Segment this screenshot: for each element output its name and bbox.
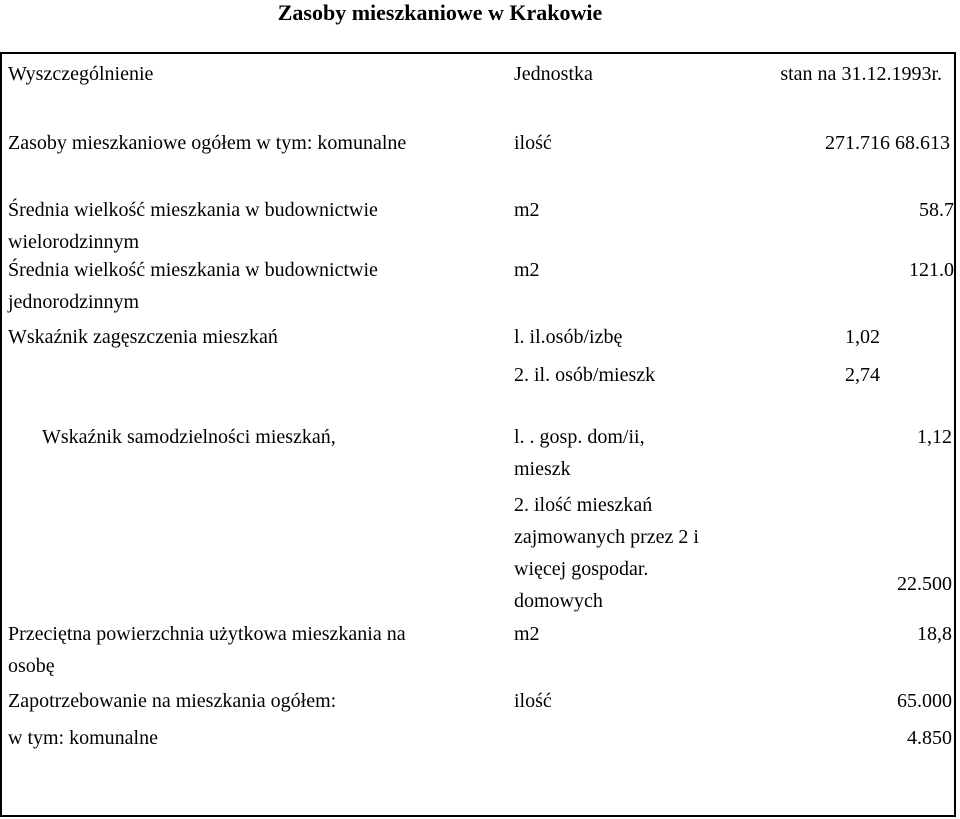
row-total-stock-unit: ilość: [514, 132, 552, 154]
row-area-per-person-label-line1: Przeciętna powierzchnia użytkowa mieszkania na: [8, 623, 406, 645]
row-density-unit-1: l. il.osób/izbę: [514, 326, 623, 348]
row-multifamily-label-line1: Średnia wielkość mieszkania w budownictwie: [8, 199, 378, 221]
row-singlefamily-label-line2: jednorodzinnym: [8, 291, 140, 313]
row-area-per-person-value: 18,8: [917, 623, 952, 645]
row-independence-unit-2-line2: zajmowanych przez 2 i: [514, 526, 699, 548]
header-description: Wyszczególnienie: [8, 63, 154, 85]
row-demand-communal-label: w tym: komunalne: [8, 727, 158, 749]
page-title: Zasoby mieszkaniowe w Krakowie: [277, 0, 603, 25]
row-density-label: Wskaźnik zagęszczenia mieszkań: [8, 326, 278, 348]
header-unit: Jednostka: [514, 63, 593, 85]
row-demand-value: 65.000: [897, 690, 952, 712]
row-demand-label: Zapotrzebowanie na mieszkania ogółem:: [8, 690, 337, 712]
row-independence-unit-2-line4: domowych: [514, 590, 603, 612]
header-date: stan na 31.12.1993r.: [780, 63, 942, 85]
row-density-unit-2: 2. il. osób/mieszk: [514, 364, 656, 386]
row-density-value-2: 2,74: [845, 364, 880, 386]
row-multifamily-label-line2: wielorodzinnym: [8, 231, 140, 253]
row-density-value-1: 1,02: [845, 326, 880, 348]
row-independence-unit-2-line3: więcej gospodar.: [514, 558, 649, 580]
row-independence-label: Wskaźnik samodzielności mieszkań,: [42, 426, 336, 448]
row-independence-unit-1-line2: mieszk: [514, 458, 571, 480]
row-multifamily-value: 58.7: [919, 199, 954, 221]
row-demand-communal-value: 4.850: [907, 727, 952, 749]
row-demand-unit: ilość: [514, 690, 552, 712]
row-area-per-person-label-line2: osobę: [8, 655, 55, 677]
row-singlefamily-value: 121.0: [909, 259, 954, 281]
row-singlefamily-unit: m2: [514, 259, 540, 281]
row-singlefamily-label-line1: Średnia wielkość mieszkania w budownictwie: [8, 259, 378, 281]
row-independence-value-1: 1,12: [917, 426, 952, 448]
row-total-stock-label: Zasoby mieszkaniowe ogółem w tym: komunalne: [8, 132, 407, 154]
row-independence-unit-1-line1: l. . gosp. dom/ii,: [514, 426, 645, 448]
row-multifamily-unit: m2: [514, 199, 540, 221]
row-total-stock-value: 271.716 68.613: [825, 132, 950, 154]
row-area-per-person-unit: m2: [514, 623, 540, 645]
row-independence-value-2: 22.500: [897, 573, 952, 595]
row-independence-unit-2-line1: 2. ilość mieszkań: [514, 494, 653, 516]
